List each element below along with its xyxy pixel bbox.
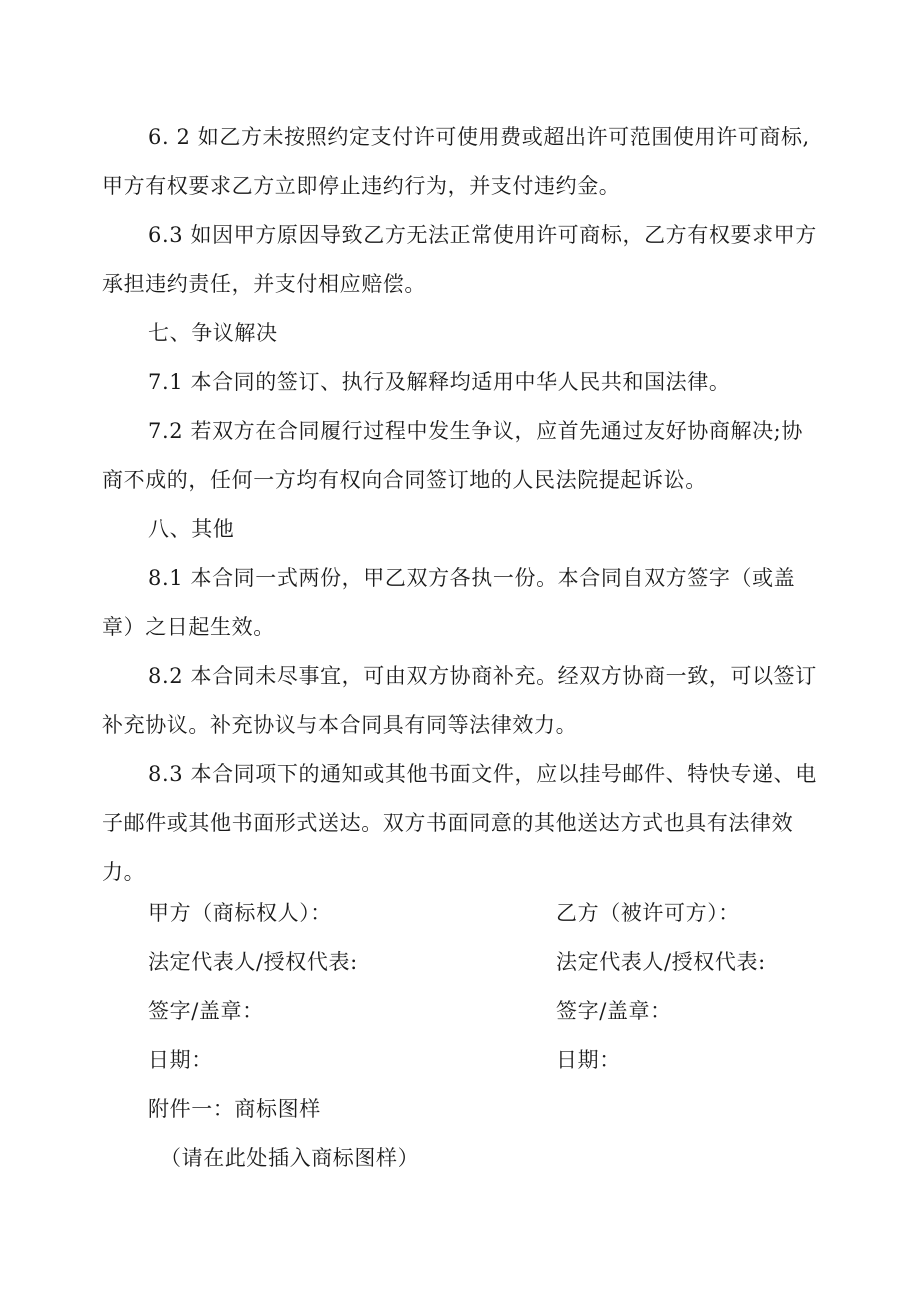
annex-note: （请在此处插入商标图样） xyxy=(160,1146,420,1170)
party-a-title: 甲方（商标权人）： xyxy=(148,901,332,925)
section-heading-7: 七、争议解决 xyxy=(148,321,278,345)
clause-6-2: 6. 2 如乙方未按照约定支付许可使用费或超出许可范围使用许可商标,甲方有权要求乙方立即停止违约行为，并支付违约金。 xyxy=(102,125,810,198)
party-a-signature: 签字/盖章： xyxy=(148,999,264,1023)
signature-block-party-a xyxy=(148,889,358,1085)
clause-7-1: 7.1 本合同的签订、执行及解释均适用中华人民共和国法律。 xyxy=(148,370,731,394)
section-heading-8: 八、其他 xyxy=(148,517,235,541)
party-a-representative: 法定代表人/授权代表: xyxy=(148,950,358,974)
signature-block-party-b xyxy=(556,889,766,1085)
party-a-date: 日期： xyxy=(148,1048,213,1072)
party-b-date: 日期： xyxy=(556,1048,621,1072)
party-b-representative: 法定代表人/授权代表: xyxy=(556,950,766,974)
clause-8-1: 8.1 本合同一式两份，甲乙双方各执一份。本合同自双方签字（或盖章）之日起生效。 xyxy=(102,566,796,639)
clause-6-3: 6.3 如因甲方原因导致乙方无法正常使用许可商标，乙方有权要求甲方承担违约责任，并支付相应赔偿。 xyxy=(102,223,817,296)
annex-title: 附件一：商标图样 xyxy=(148,1097,321,1121)
clause-7-2: 7.2 若双方在合同履行过程中发生争议，应首先通过友好协商解决;协商不成的，任何一方均有权向合同签订地的人民法院提起诉讼。 xyxy=(102,419,803,492)
party-b-signature: 签字/盖章： xyxy=(556,999,672,1023)
clause-8-3: 8.3 本合同项下的通知或其他书面文件，应以挂号邮件、特快专递、电子邮件或其他书面形式送达。双方书面同意的其他送达方式也具有法律效力。 xyxy=(102,762,817,884)
party-b-title: 乙方（被许可方）： xyxy=(556,901,740,925)
clause-8-2: 8.2 本合同未尽事宜，可由双方协商补充。经双方协商一致，可以签订补充协议。补充协议与本合同具有同等法律效力。 xyxy=(102,664,817,737)
